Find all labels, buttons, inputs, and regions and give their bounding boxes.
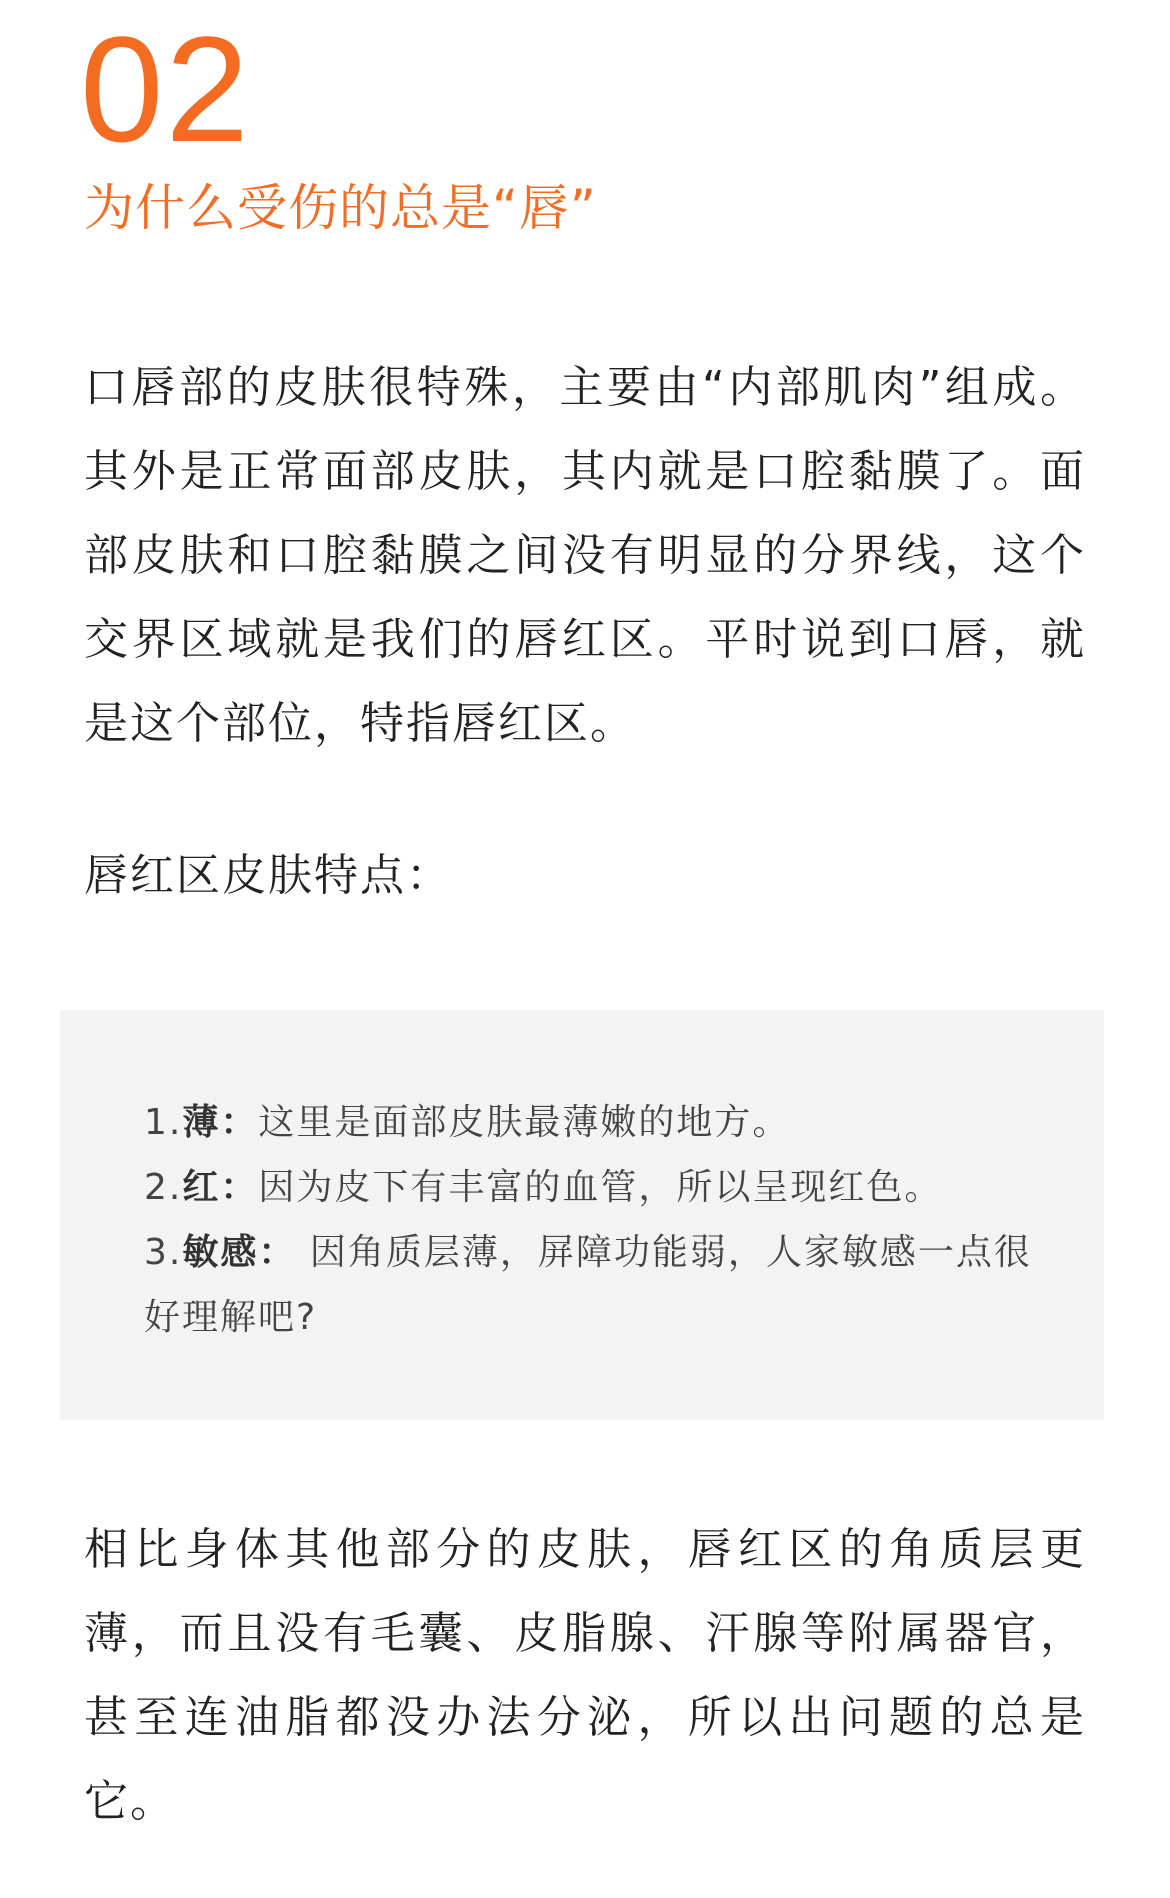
feature-text: 因角质层薄，屏障功能弱，人家敏感一点很好理解吧?	[144, 1232, 1032, 1338]
feature-term: 敏感：	[182, 1232, 297, 1273]
feature-text: 这里是面部皮肤最薄嫩的地方。	[258, 1102, 791, 1143]
feature-item-red	[144, 1155, 1064, 1220]
section-title: 为什么受伤的总是“唇”	[84, 179, 597, 237]
intro-paragraph: 口唇部的皮肤很特殊，主要由“内部肌肉”组成。其外是正常面部皮肤，其内就是口腔黏膜了。面部皮肤和口腔黏膜之间没有明显的分界线，这个交界区域就是我们的唇红区。平时说到口唇，就是这个部位，特指唇红区。	[84, 362, 1086, 749]
feature-item-thin	[144, 1090, 1064, 1155]
feature-term: 薄：	[182, 1102, 259, 1143]
feature-term: 红：	[182, 1167, 259, 1208]
feature-item-sensitive	[144, 1220, 1064, 1350]
features-list	[144, 1090, 1064, 1350]
section-number: 02	[80, 5, 251, 173]
feature-index: 2.	[144, 1167, 183, 1208]
feature-text: 因为皮下有丰富的血管，所以呈现红色。	[258, 1167, 943, 1208]
feature-index: 3.	[144, 1232, 183, 1273]
features-box	[60, 1010, 1104, 1420]
features-heading: 唇红区皮肤特点：	[84, 850, 452, 901]
closing-paragraph: 相比身体其他部分的皮肤，唇红区的角质层更薄，而且没有毛囊、皮脂腺、汗腺等附属器官，甚至连油脂都没办法分泌，所以出问题的总是它。	[84, 1524, 1086, 1827]
feature-index: 1.	[144, 1102, 183, 1143]
